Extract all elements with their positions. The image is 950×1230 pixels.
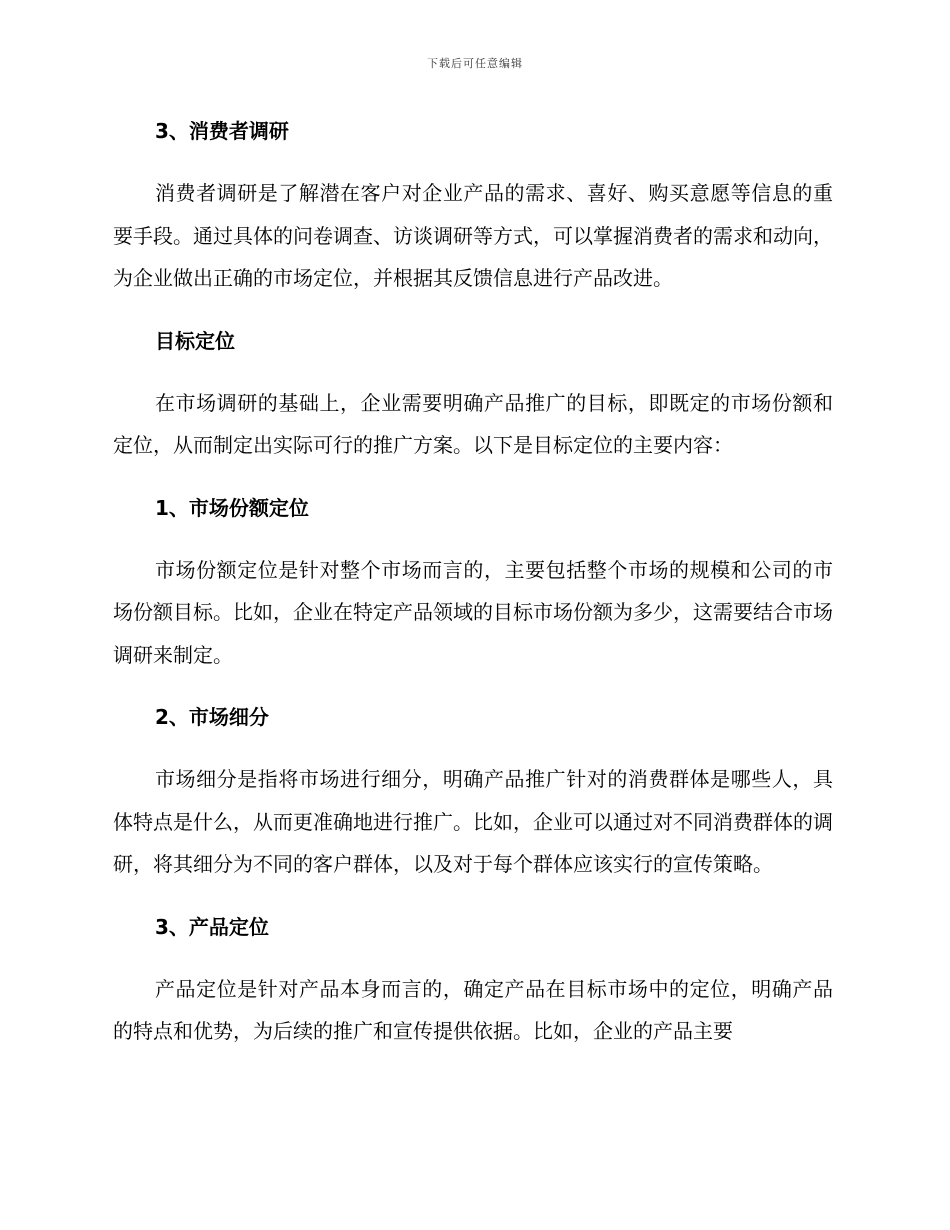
- section-heading-market-segmentation: 2、市场细分: [155, 705, 269, 729]
- section-heading-product-positioning: 3、产品定位: [155, 914, 269, 939]
- section-heading-market-share: 1、市场份额定位: [155, 495, 309, 520]
- document-body: [113, 110, 833, 1053]
- section-heading-target-positioning: 目标定位: [155, 328, 235, 353]
- section-paragraph-market-segmentation: 市场细分是指将市场进行细分，明确产品推广针对的消费群体是哪些人，具体特点是什么，从而更准确地进行推广。比如，企业可以通过对不同消费群体的调研，将其细分为不同的客户群体，以及对于每个群体应该实行的宣传策略。: [113, 767, 833, 876]
- section-paragraph-target-positioning: 在市场调研的基础上，企业需要明确产品推广的目标，即既定的市场份额和定位，从而制定出实际可行的推广方案。以下是目标定位的主要内容：: [113, 390, 833, 457]
- section-heading-consumer-research: 3、消费者调研: [155, 119, 289, 143]
- section-paragraph-consumer-research: 消费者调研是了解潜在客户对企业产品的需求、喜好、购买意愿等信息的重要手段。通过具体的问卷调查、访谈调研等方式，可以掌握消费者的需求和动向，为企业做出正确的市场定位，并根据其反馈信息进行产品改进。: [113, 181, 833, 290]
- section-paragraph-product-positioning: 产品定位是针对产品本身而言的，确定产品在目标市场中的定位，明确产品的特点和优势，为后续的推广和宣传提供依据。比如，企业的产品主要: [113, 976, 833, 1043]
- page-header: 下载后可任意编辑: [427, 57, 523, 70]
- section-paragraph-market-share: 市场份额定位是针对整个市场而言的，主要包括整个市场的规模和公司的市场份额目标。比如，企业在特定产品领域的目标市场份额为多少，这需要结合市场调研来制定。: [113, 557, 833, 667]
